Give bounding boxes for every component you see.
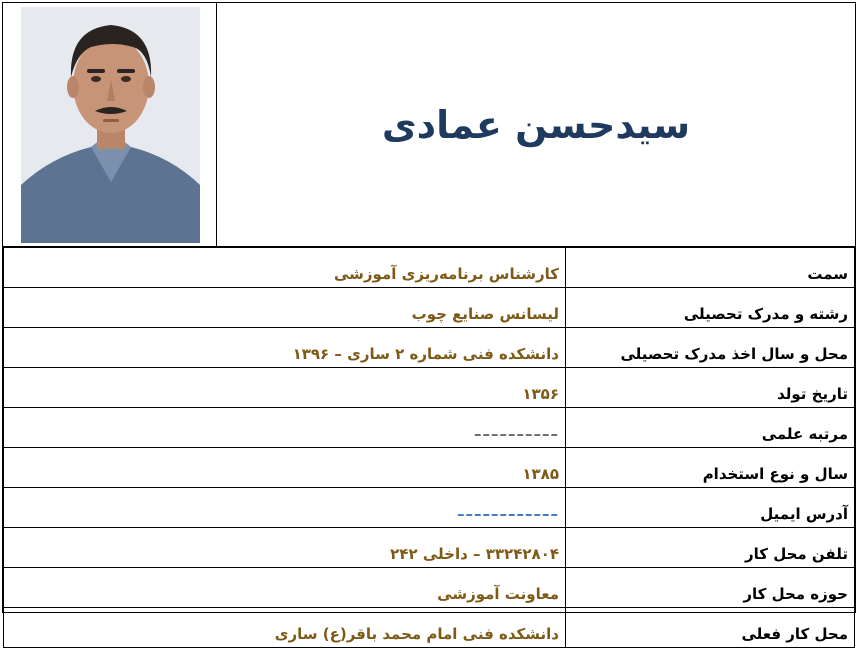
table-row — [4, 288, 855, 328]
row-value-degree: لیسانس صنایع چوب — [4, 288, 566, 328]
row-label-work-phone: تلفن محل کار — [566, 528, 855, 568]
table-row — [4, 408, 855, 448]
table-row — [4, 248, 855, 288]
table-row — [4, 488, 855, 528]
row-value-work-phone: ۳۳۲۴۲۸۰۴ – داخلی ۲۴۲ — [4, 528, 566, 568]
table-row — [4, 608, 855, 648]
row-value-email: –––––––––––– — [4, 488, 566, 528]
row-value-current-workplace: دانشکده فنی امام محمد باقر(ع) ساری — [4, 608, 566, 648]
row-label-academic-rank: مرتبه علمی — [566, 408, 855, 448]
profile-photo — [21, 7, 200, 243]
row-label-degree-place-year: محل و سال اخذ مدرک تحصیلی — [566, 328, 855, 368]
row-value-birth-date: ۱۳۵۶ — [4, 368, 566, 408]
table-row — [4, 448, 855, 488]
row-value-work-area: معاونت آموزشی — [4, 568, 566, 608]
row-label-work-area: حوزه محل کار — [566, 568, 855, 608]
row-value-employment: ۱۳۸۵ — [4, 448, 566, 488]
portrait-image — [21, 7, 200, 243]
row-label-current-workplace: محل کار فعلی — [566, 608, 855, 648]
row-value-academic-rank: –––––––––– — [4, 408, 566, 448]
table-row — [4, 568, 855, 608]
row-label-employment: سال و نوع استخدام — [566, 448, 855, 488]
photo-cell — [3, 3, 217, 246]
row-value-position: کارشناس برنامه‌ریزی آموزشی — [4, 248, 566, 288]
profile-header — [3, 3, 855, 247]
row-label-degree: رشته و مدرک تحصیلی — [566, 288, 855, 328]
table-row — [4, 328, 855, 368]
table-row — [4, 368, 855, 408]
row-value-degree-place-year: دانشکده فنی شماره ۲ ساری – ۱۳۹۶ — [4, 328, 566, 368]
row-label-position: سمت — [566, 248, 855, 288]
profile-card — [2, 2, 856, 643]
table-row — [4, 528, 855, 568]
profile-details-table — [3, 247, 855, 648]
profile-name: سیدحسن عمادی — [381, 102, 691, 147]
row-label-birth-date: تاریخ تولد — [566, 368, 855, 408]
row-label-email: آدرس ایمیل — [566, 488, 855, 528]
